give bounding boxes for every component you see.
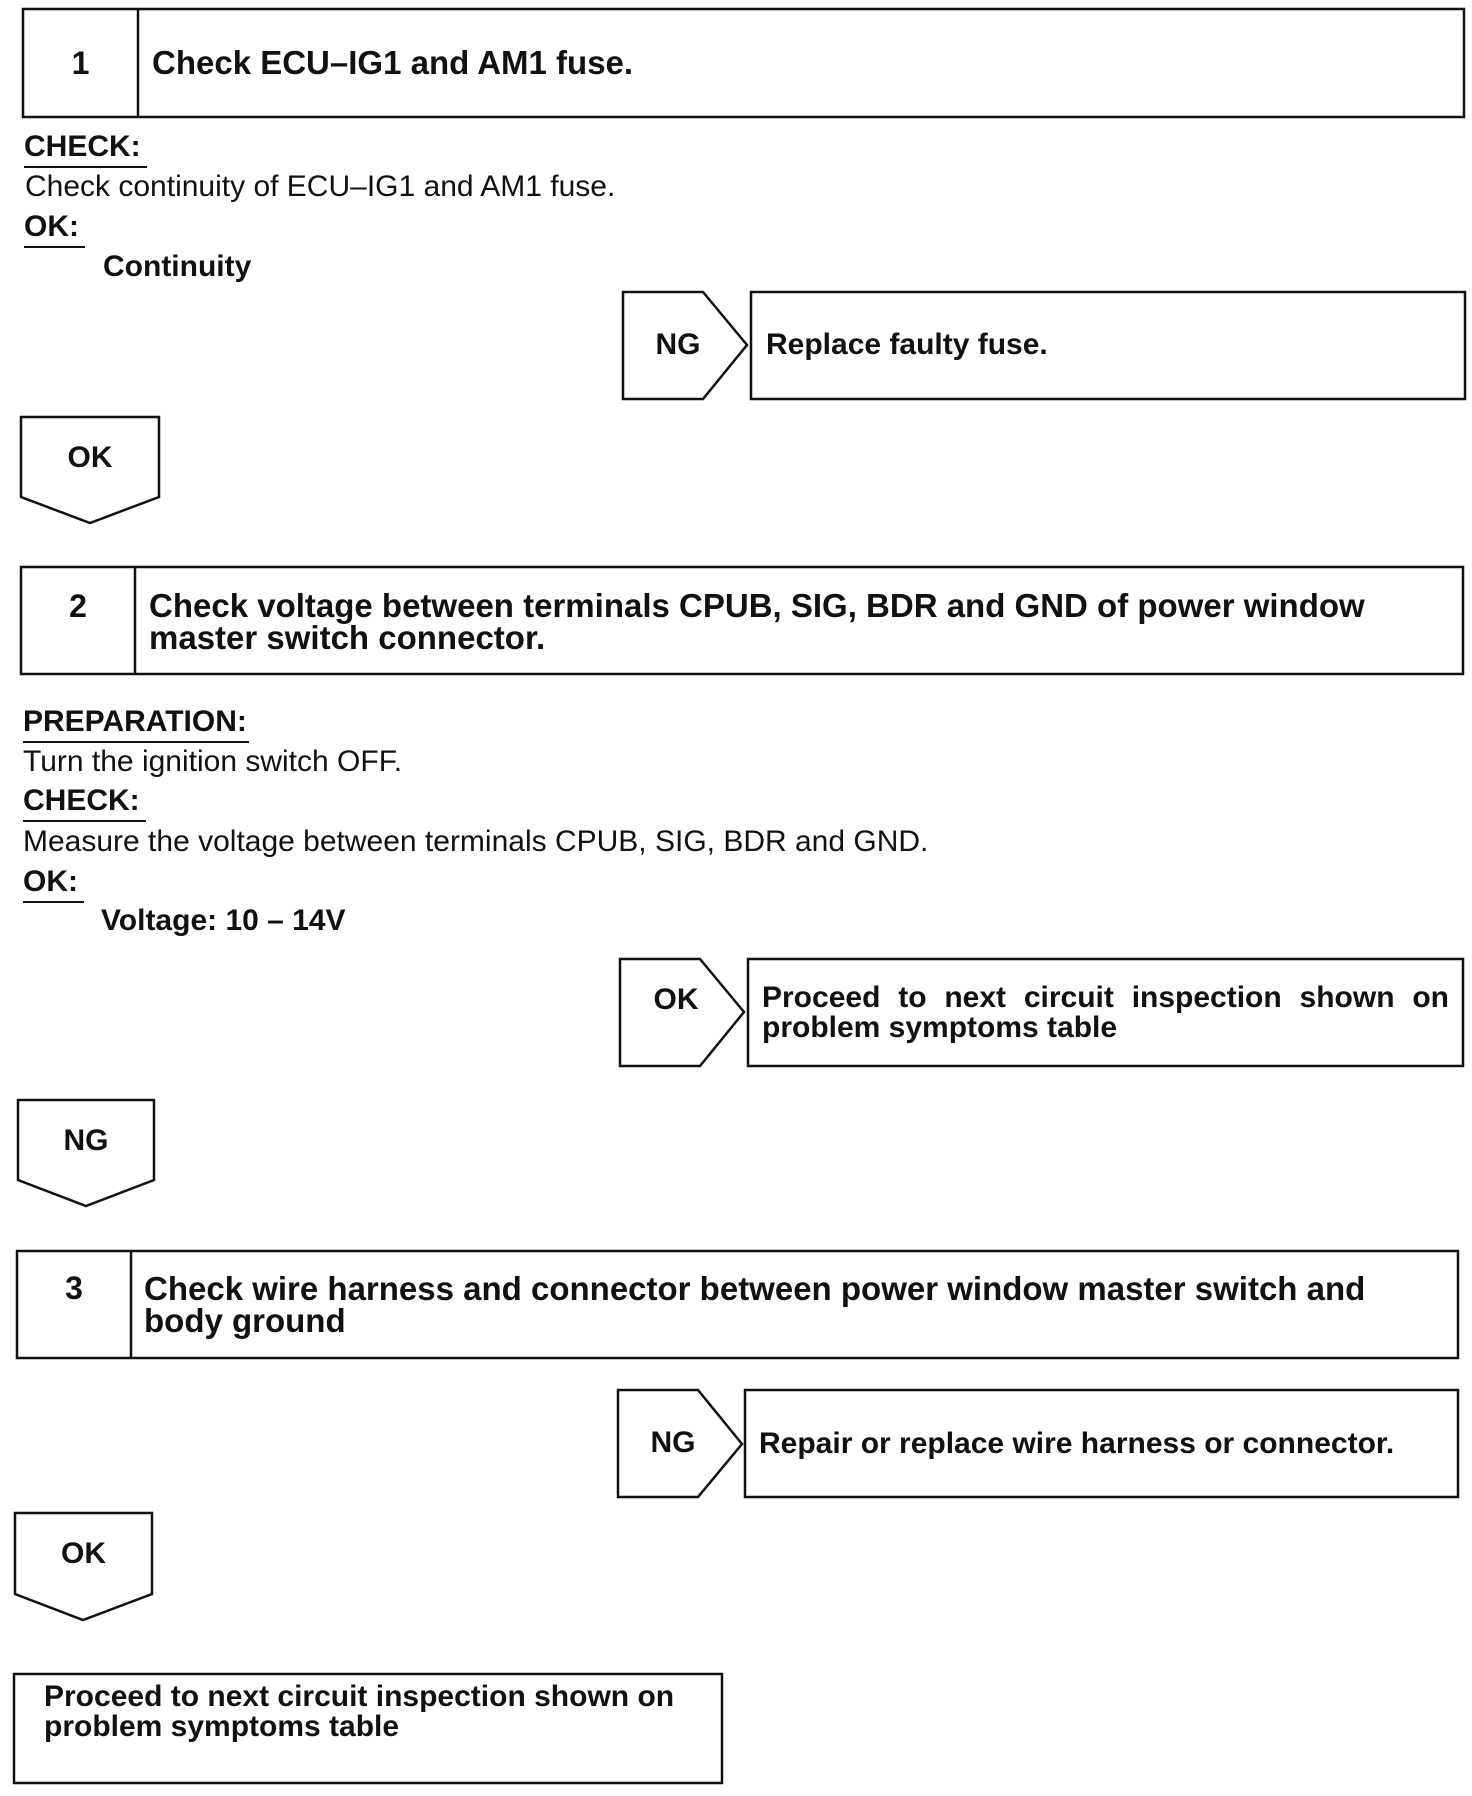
step2-ok-action-line-1: Proceed to next circuit inspection shown on bbox=[762, 981, 1449, 1014]
step1-ok-label-text: OK: bbox=[24, 212, 85, 248]
step3-ng-label: NG bbox=[650, 1426, 696, 1459]
step3-ng-action: Repair or replace wire harness or connector. bbox=[759, 1427, 1395, 1460]
step2-preparation-label-text: PREPARATION: bbox=[23, 707, 249, 743]
step2-ok-label-arrow: OK bbox=[653, 983, 699, 1016]
step1-title: Check ECU–IG1 and AM1 fuse. bbox=[152, 44, 634, 81]
final-action-line-2: problem symptoms table bbox=[44, 1710, 400, 1743]
step2-check-label-text: CHECK: bbox=[23, 786, 146, 822]
step2-ok-action-line-2: problem symptoms table bbox=[762, 1011, 1118, 1044]
final-action-line-1: Proceed to next circuit inspection shown on bbox=[44, 1680, 675, 1713]
step2-ng-continue-label: NG bbox=[63, 1124, 109, 1157]
step2-check-text: Measure the voltage between terminals CPUB, SIG, BDR and GND. bbox=[23, 825, 929, 858]
step2-check-label bbox=[23, 786, 146, 822]
step1-ng-action: Replace faulty fuse. bbox=[766, 328, 1048, 361]
step1-check-label bbox=[24, 132, 147, 168]
step3-number: 3 bbox=[65, 1270, 83, 1306]
step2-preparation-text: Turn the ignition switch OFF. bbox=[23, 745, 403, 778]
step2-title-line-2: master switch connector. bbox=[149, 619, 546, 656]
step2-preparation-label bbox=[23, 707, 249, 743]
step2-number: 2 bbox=[69, 588, 87, 624]
step1-check-text: Check continuity of ECU–IG1 and AM1 fuse. bbox=[25, 170, 616, 203]
step1-check-label-text: CHECK: bbox=[24, 132, 147, 168]
step1-ok-label bbox=[24, 212, 85, 248]
step3-title-line-2: body ground bbox=[144, 1302, 346, 1339]
step1-ng-label: NG bbox=[655, 328, 701, 361]
step3-title-line-1: Check wire harness and connector between power window master switch and bbox=[144, 1270, 1366, 1307]
step2-ok-spec: Voltage: 10 – 14V bbox=[101, 904, 346, 937]
step3-ok-continue-label: OK bbox=[61, 1537, 106, 1570]
step1-ok-continue-label: OK bbox=[67, 441, 113, 474]
step2-ok-label-text: OK: bbox=[23, 867, 84, 903]
step2-title-line-1: Check voltage between terminals CPUB, SIG, BDR and GND of power window bbox=[149, 587, 1365, 624]
step1-ok-spec: Continuity bbox=[103, 250, 252, 283]
step1-number: 1 bbox=[71, 45, 90, 81]
step2-ok-label bbox=[23, 867, 84, 903]
